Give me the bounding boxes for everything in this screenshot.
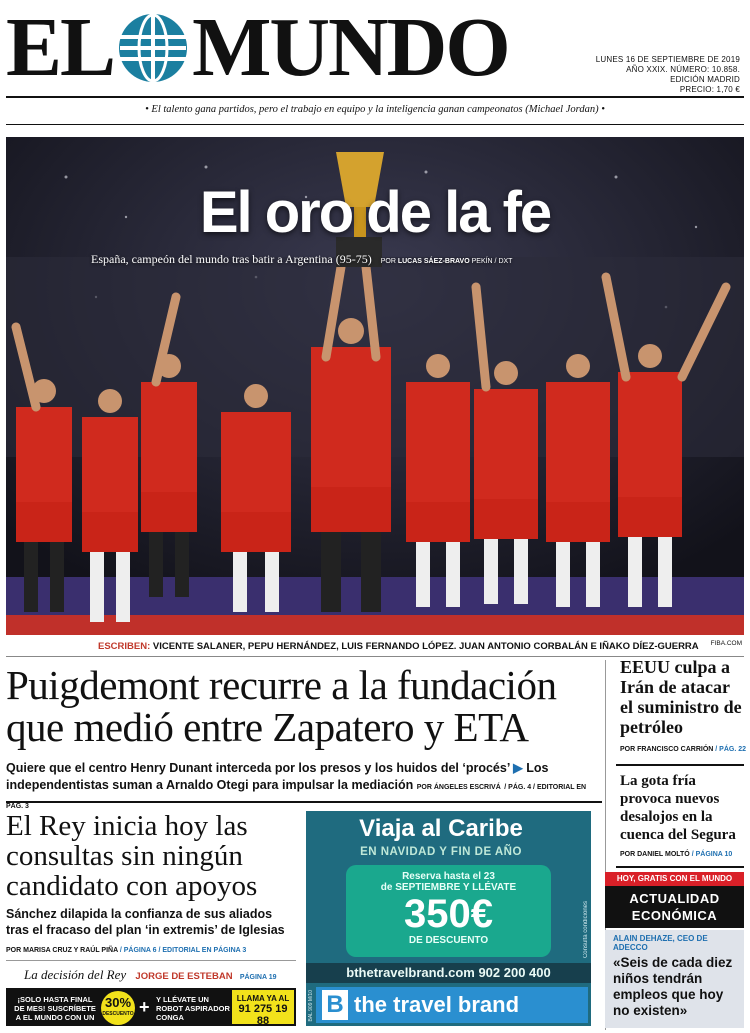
opinion-page: PÁGINA 19 bbox=[239, 974, 277, 981]
photo-subtitle bbox=[91, 252, 512, 267]
issue-price: PRECIO: 1,70 € bbox=[679, 85, 740, 94]
ad-amount: 350€ bbox=[404, 892, 493, 936]
issue-date: LUNES 16 DE SEPTIEMBRE DE 2019 bbox=[595, 55, 740, 64]
iran-page[interactable]: / PÁG. 22 bbox=[715, 746, 747, 753]
plus-icon: + bbox=[139, 997, 150, 1017]
iran-headline[interactable]: EEUU culpa a Irán de atacar el suministro de petróleo bbox=[620, 657, 742, 737]
call-number: 91 275 19 88 bbox=[238, 1003, 288, 1027]
opinion-author: JORGE DE ESTEBAN bbox=[135, 971, 233, 982]
photo-subtitle-text: España, campeón del mundo tras batir a Argentina (95-75) bbox=[91, 252, 372, 266]
ad-offer-line-2: de SEPTIEMBRE Y LLÉVATE bbox=[380, 882, 517, 893]
king-summary: Sánchez dilapida la confianza de sus aliados tras el fracaso del plan ‘in extremis’ de Iglesias bbox=[6, 907, 285, 937]
lead-headline[interactable]: Puigdemont recurre a la fundación que medió entre Zapatero y ETA bbox=[6, 662, 557, 750]
travel-ad[interactable] bbox=[306, 811, 591, 1026]
quote-rule bbox=[6, 124, 744, 125]
writers-names: VICENTE SALANER, PEPU HERNÁNDEZ, LUIS FERNANDO LÓPEZ. JUAN ANTONIO CORBALÁN E IÑAKO DÍEZ-GUERRA bbox=[152, 641, 699, 652]
globe-icon bbox=[118, 13, 188, 83]
lead-photo bbox=[6, 137, 744, 635]
lead-summary-a: Quiere que el centro Henry Dunant interceda por los presos y los huidos del ‘procés’ bbox=[6, 761, 510, 775]
right-rule-2 bbox=[616, 866, 744, 868]
issue-edition: EDICIÓN MADRID bbox=[670, 75, 740, 84]
subscription-banner[interactable] bbox=[6, 988, 296, 1026]
photo-credit: FIBA.COM bbox=[710, 640, 742, 647]
king-pages[interactable]: / PÁGINA 6 / EDITORIAL EN PÁGINA 3 bbox=[119, 947, 247, 954]
call-box[interactable] bbox=[232, 990, 294, 1027]
adecco-who: ALAIN DEHAZE, CEO DE ADECCO bbox=[613, 934, 708, 952]
adecco-quote: «Seis de cada diez niños tendrán empleos que hoy no existen» bbox=[613, 955, 733, 1018]
logo-mundo: MUNDO bbox=[192, 1, 509, 94]
logo bbox=[6, 1, 509, 94]
ad-subheadline: EN NAVIDAD Y FIN DE AÑO bbox=[360, 846, 522, 858]
ad-headline: Viaja al Caribe bbox=[359, 815, 523, 842]
brand-logo-icon: B bbox=[322, 990, 348, 1020]
supplement-line-1: ACTUALIDAD bbox=[629, 891, 720, 906]
photo-headline: El oro de la fe bbox=[199, 180, 551, 245]
brand-name: the travel brand bbox=[354, 992, 520, 1017]
economic-supplement[interactable] bbox=[605, 886, 744, 928]
opinion-title: La decisión del Rey bbox=[24, 967, 127, 982]
king-byline: POR MARISA CRUZ Y RAÚL PIÑA / PÁGINA 6 / EDITORIAL EN PÁGINA 3 bbox=[6, 947, 247, 954]
ad-brand bbox=[316, 987, 588, 1023]
ad-conditions: Consulta condiciones bbox=[583, 901, 589, 959]
arrow-icon: ▶ bbox=[513, 761, 523, 775]
writers-label: ESCRIBEN: bbox=[98, 641, 151, 652]
logo-el: EL bbox=[6, 1, 115, 94]
subscription-text: ¡SOLO HASTA FINAL DE MES! SUSCRÍBETE A EL MUNDO CON UN bbox=[14, 995, 96, 1022]
ad-offer-line-1: Reserva hasta el 23 bbox=[402, 871, 495, 882]
right-rule-1 bbox=[616, 764, 744, 766]
ad-website[interactable]: bthetravelbrand.com 902 200 400 bbox=[306, 963, 591, 983]
writers-line bbox=[98, 641, 699, 652]
supplement-line-2: ECONÓMICA bbox=[631, 908, 718, 923]
issue-number: AÑO XXIX. NÚMERO: 10.858. bbox=[626, 65, 740, 74]
second-story-rule bbox=[6, 801, 602, 803]
lead-summary-b: Los independentistas suman a Arnaldo Otegi para impulsar la mediación bbox=[6, 761, 549, 792]
gota-fria-headline[interactable]: La gota fría provoca nuevos desalojos en la cuenca del Segura bbox=[620, 773, 736, 843]
robot-offer-text: Y LLÉVATE UN ROBOT ASPIRADOR CONGA bbox=[156, 995, 230, 1022]
masthead-quote: • El talento gana partidos, pero el trabajo en equipo y la inteligencia ganan campeonatos (Michael Jordan) • bbox=[145, 104, 605, 115]
lead-pages[interactable]: / PÁG. 4 / EDITORIAL EN PÁG. 3 bbox=[6, 784, 587, 810]
ad-offer-line-3: DE DESCUENTO bbox=[408, 935, 489, 946]
lead-summary bbox=[6, 760, 602, 815]
decision-rule bbox=[6, 960, 296, 961]
photo-byline: POR LUCAS SÁEZ-BRAVO PEKÍN / DXT bbox=[380, 258, 513, 265]
iran-byline: POR FRANCISCO CARRIÓN / PÁG. 22 bbox=[620, 746, 747, 753]
king-headline[interactable]: El Rey inicia hoy las consultas sin ningún candidato con apoyos bbox=[6, 810, 258, 902]
ad-offer-box bbox=[346, 865, 551, 957]
discount-badge: 30% DESCUENTO bbox=[101, 991, 135, 1025]
gota-fria-page[interactable]: / PÁGINA 10 bbox=[691, 851, 733, 858]
call-label: LLAMA YA AL bbox=[236, 994, 290, 1003]
opinion-teaser[interactable] bbox=[24, 967, 277, 983]
gota-fria-byline: POR DANIEL MOLTÓ / PÁGINA 10 bbox=[620, 851, 733, 858]
masthead bbox=[0, 0, 750, 115]
masthead-rule bbox=[6, 96, 744, 98]
adecco-teaser[interactable] bbox=[605, 930, 744, 1028]
ad-legal: BAL 909 M/10 bbox=[308, 990, 314, 1022]
issue-info bbox=[596, 55, 740, 95]
free-promo-label: HOY, GRATIS CON EL MUNDO bbox=[605, 872, 744, 886]
lead-byline: POR ÁNGELES ESCRIVÁ bbox=[416, 784, 501, 791]
